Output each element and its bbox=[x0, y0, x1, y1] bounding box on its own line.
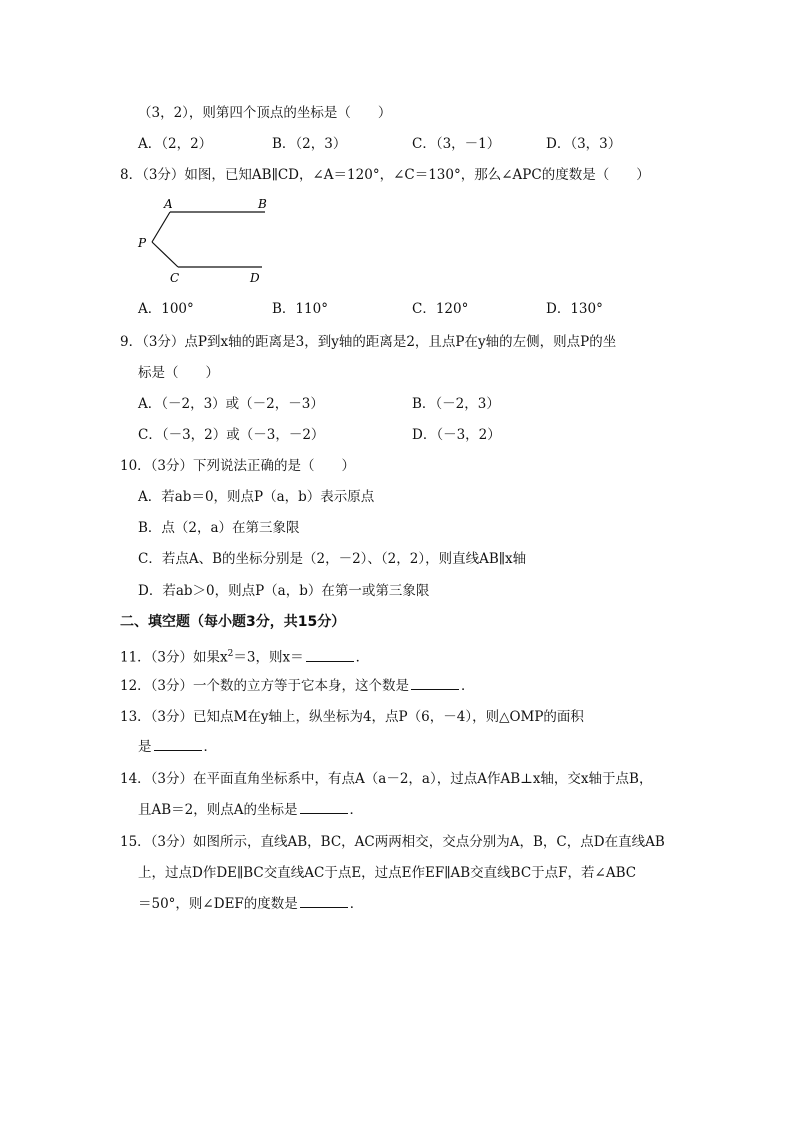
q15-line2: 上，过点D作DE∥BC交直线AC于点E，过点E作EF∥AB交直线BC于点F，若∠ABC bbox=[138, 865, 637, 881]
q14-answer-blank[interactable] bbox=[300, 801, 348, 814]
q15-line3 bbox=[138, 895, 363, 913]
q15-end: ． bbox=[349, 896, 364, 912]
q8-option-a: A．100° bbox=[138, 301, 194, 317]
q10-option-b: B．点（2，a）在第三象限 bbox=[138, 520, 300, 536]
q9-option-a: A．（－2，3）或（－2，－3） bbox=[138, 396, 324, 412]
q13-answer-blank[interactable] bbox=[154, 738, 202, 751]
q13-pre2: 是 bbox=[138, 739, 152, 755]
q8-figure bbox=[130, 192, 280, 290]
q13-end: ． bbox=[203, 739, 217, 755]
q8-stem: 8．（3分）如图，已知AB∥CD，∠A＝120°，∠C＝130°，那么∠APC的度数是（ ） bbox=[120, 167, 650, 183]
q7-option-a: A．（2，2） bbox=[138, 136, 213, 152]
q12-line bbox=[120, 677, 475, 695]
q11-pre: 11．（3分）如果x bbox=[120, 649, 228, 666]
q7-option-d: D．（3，3） bbox=[546, 136, 622, 152]
line-ap bbox=[152, 212, 170, 242]
section-fill-in-blank-title: 二、填空题（每小题3分，共15分） bbox=[120, 614, 346, 630]
q10-option-c: C．若点A、B的坐标分别是（2，－2）、（2，2），则直线AB∥x轴 bbox=[138, 551, 527, 567]
q14-pre2: 且AB＝2，则点A的坐标是 bbox=[138, 802, 298, 818]
q14-line1: 14．（3分）在平面直角坐标系中，有点A（a－2，a），过点A作AB⊥x轴，交x轴于点B， bbox=[120, 771, 653, 787]
q11-post: ＝3，则x＝ bbox=[233, 649, 304, 666]
q9-stem-line2: 标是（ ） bbox=[138, 365, 219, 381]
q11-end: ． bbox=[355, 649, 370, 666]
q9-stem-line1: 9．（3分）点P到x轴的距离是3，到y轴的距离是2，且点P在y轴的左侧，则点P的坐 bbox=[120, 334, 617, 350]
q8-option-b: B．110° bbox=[272, 301, 328, 317]
q9-option-c: C．（－3，2）或（－3，－2） bbox=[138, 427, 325, 443]
q12-pre: 12．（3分）一个数的立方等于它本身，这个数是 bbox=[120, 678, 410, 694]
q14-line2 bbox=[138, 801, 363, 819]
q8-option-c: C．120° bbox=[412, 301, 469, 317]
label-a: A bbox=[164, 197, 173, 211]
label-c: C bbox=[170, 271, 180, 285]
q12-end: ． bbox=[461, 678, 475, 694]
label-d: D bbox=[250, 271, 260, 285]
q7-option-c: C．（3，－1） bbox=[412, 136, 501, 152]
q15-pre3: ＝50°，则∠DEF的度数是 bbox=[138, 896, 298, 912]
q10-option-a: A．若ab＝0，则点P（a，b）表示原点 bbox=[138, 489, 375, 505]
q7-continuation: （3，2），则第四个顶点的坐标是（ ） bbox=[138, 105, 392, 121]
q11-answer-blank[interactable] bbox=[306, 649, 354, 662]
label-p: P bbox=[138, 236, 147, 250]
q7-option-b: B．（2，3） bbox=[272, 136, 347, 152]
q8-option-d: D．130° bbox=[546, 301, 603, 317]
q10-stem: 10．（3分）下列说法正确的是（ ） bbox=[120, 458, 356, 474]
q13-line1: 13．（3分）已知点M在y轴上，纵坐标为4，点P（6，－4），则△OMP的面积 bbox=[120, 709, 584, 725]
q15-line1: 15．（3分）如图所示，直线AB，BC，AC两两相交，交点分别为A，B，C，点D在直线AB bbox=[120, 834, 665, 850]
q10-option-d: D．若ab＞0，则点P（a，b）在第一或第三象限 bbox=[138, 583, 430, 599]
q11-exponent: 2 bbox=[227, 649, 234, 659]
q15-answer-blank[interactable] bbox=[300, 895, 348, 908]
q11-line bbox=[120, 645, 369, 667]
q14-end: ． bbox=[349, 802, 364, 818]
label-b: B bbox=[258, 197, 267, 211]
q9-option-b: B．（－2，3） bbox=[412, 396, 500, 412]
q9-option-d: D．（－3，2） bbox=[412, 427, 501, 443]
line-pc bbox=[152, 242, 178, 267]
q12-answer-blank[interactable] bbox=[411, 677, 459, 690]
q13-line2 bbox=[138, 738, 217, 756]
